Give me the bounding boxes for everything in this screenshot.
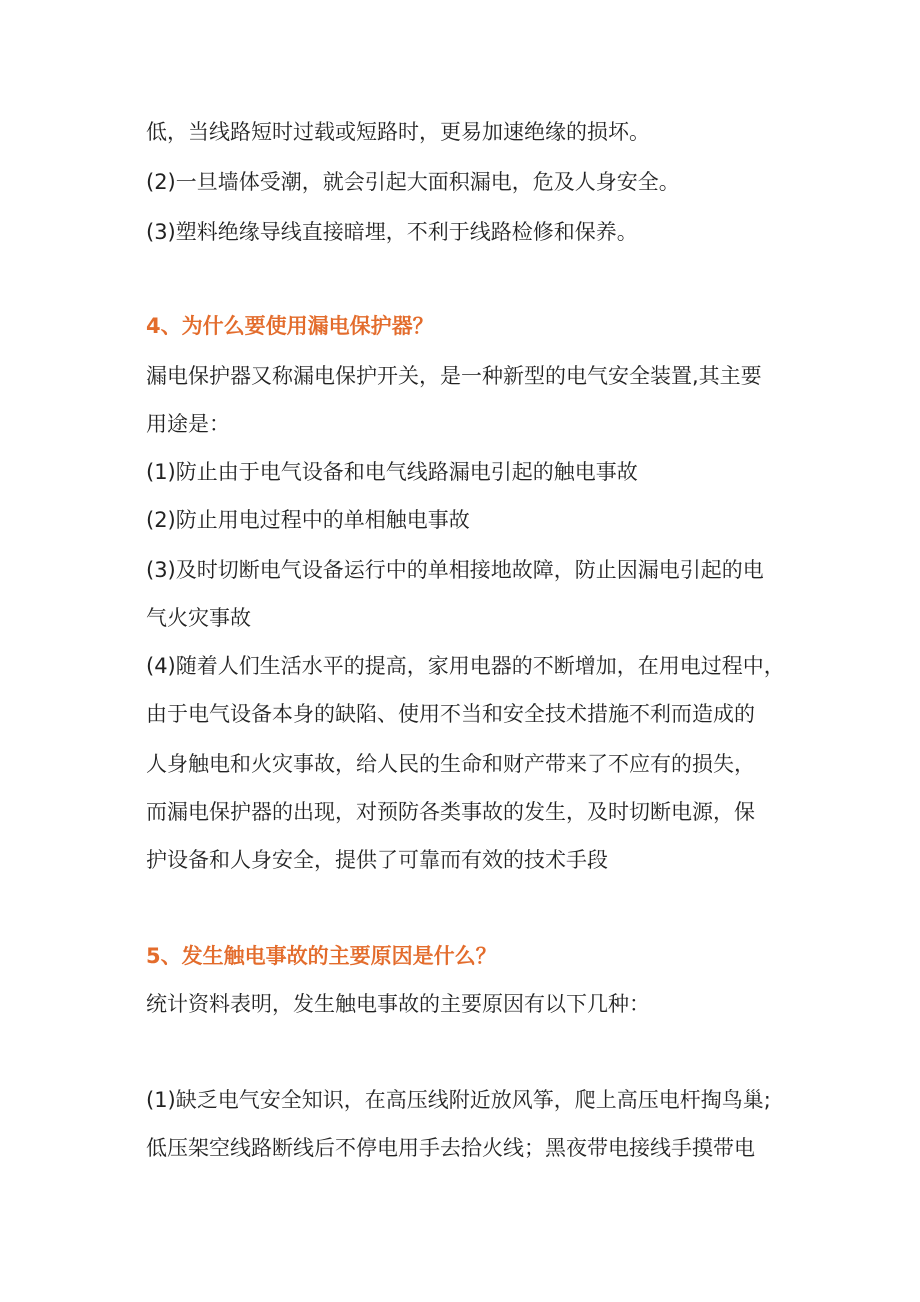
section-heading-5: 5、发生触电事故的主要原因是什么？ xyxy=(146,944,497,968)
list-item: (1)防止由于电气设备和电气线路漏电引起的触电事故 xyxy=(146,460,638,484)
paragraph-line: 漏电保护器又称漏电保护开关，是一种新型的电气安全装置,其主要 xyxy=(146,364,762,388)
list-item: (3)及时切断电气设备运行中的单相接地故障，防止因漏电引起的电 xyxy=(146,558,764,582)
list-item: 由于电气设备本身的缺陷、使用不当和安全技术措施不利而造成的 xyxy=(146,702,755,726)
list-item: 气火灾事故 xyxy=(146,606,251,630)
list-item: 人身触电和火灾事故，给人民的生命和财产带来了不应有的损失， xyxy=(146,752,755,776)
section-heading-4: 4、为什么要使用漏电保护器？ xyxy=(146,314,434,338)
list-item: 护设备和人身安全，提供了可靠而有效的技术手段 xyxy=(146,848,608,872)
list-item: (1)缺乏电气安全知识，在高压线附近放风筝，爬上高压电杆掏鸟巢; xyxy=(146,1088,771,1112)
paragraph-line: (2)一旦墙体受潮，就会引起大面积漏电，危及人身安全。 xyxy=(146,170,680,194)
list-item: (2)防止用电过程中的单相触电事故 xyxy=(146,508,470,532)
list-item: (4)随着人们生活水平的提高，家用电器的不断增加，在用电过程中， xyxy=(146,654,785,678)
list-item: 而漏电保护器的出现，对预防各类事故的发生，及时切断电源，保 xyxy=(146,800,755,824)
paragraph-line: 低，当线路短时过载或短路时，更易加速绝缘的损坏。 xyxy=(146,120,650,144)
list-item: 低压架空线路断线后不停电用手去拾火线；黑夜带电接线手摸带电 xyxy=(146,1136,755,1160)
paragraph-line: (3)塑料绝缘导线直接暗埋，不利于线路检修和保养。 xyxy=(146,220,638,244)
paragraph-line: 统计资料表明，发生触电事故的主要原因有以下几种： xyxy=(146,992,650,1016)
paragraph-line: 用途是： xyxy=(146,412,230,436)
